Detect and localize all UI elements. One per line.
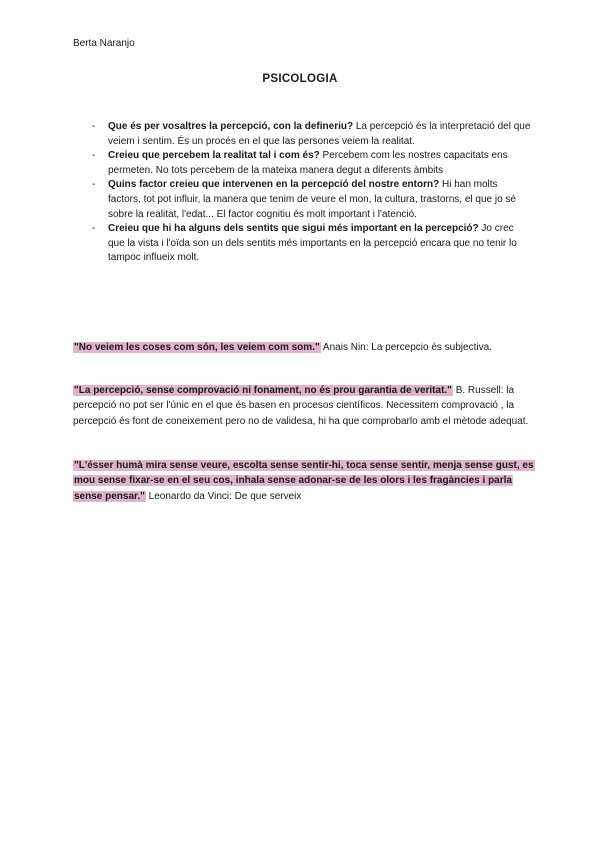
list-item [92, 120, 532, 149]
question-list [92, 120, 532, 266]
question-text: Que és per vosaltres la percepció, con la defineriu? [108, 121, 354, 132]
list-item [92, 178, 532, 222]
list-bullet: - [92, 150, 96, 162]
quote-paragraph-davinci [73, 458, 535, 504]
answer-text: Percebem com les nostres capacitats ens permeten. No tots percebem de la mateixa manera degut a diferents àmbits [108, 150, 508, 176]
list-bullet: - [92, 121, 96, 132]
question-text: Creieu que hi ha alguns dels sentits que sigui més important en la percepció? [108, 223, 479, 235]
answer-text: Jo crec que la vista i l'oïda son un dels sentits més importants en la percepció encara que no tenir lo tampoc influeix molt. [108, 223, 517, 264]
quote-paragraph-nin [73, 340, 535, 355]
list-item [92, 222, 532, 266]
highlighted-quote: "L'ésser humà mira sense veure, escolta sense sentir-hi, toca sense sentir, menja sense gust, es mou sense fixar-se en el seu cos, inhala sense adonar-se de les olors i les fragàncies i parla sense pensar." [74, 460, 534, 502]
list-bullet: - [92, 179, 96, 191]
quote-comment: Anais Nin: La percepcio és subjectiva. [320, 342, 492, 353]
answer-text: La percepció és la interpretació del que veiem i sentim. És un procés en el que las persones veiem la realitat. [108, 121, 531, 147]
question-text: Quins factor creieu que intervenen en la percepció del nostre entorn? [108, 179, 440, 191]
answer-text: Hi han molts factors, tot pot influir, la manera que tenim de veure el mon, la cultura, trastorns, el que jo sé sobre la realitat, l'edat... El factor cognitiu és molt important i l'atenció. [108, 179, 516, 220]
question-text: Creieu que percebem la realitat tal i com és? [108, 150, 320, 162]
page-title: PSICOLOGIA [262, 73, 338, 85]
quote-comment: Leonardo da Vinci: De que serveix [145, 490, 302, 502]
quote-paragraph-russell [73, 383, 535, 429]
highlighted-quote: "La percepció, sense comprovació ni fonament, no és prou garantia de veritat." [74, 385, 452, 396]
highlighted-quote: "No veiem les coses com són, les veiem com som." [74, 342, 320, 353]
quote-comment: B. Russell: la percepció no pot ser l'únic en el que és basen en procesos científicos. Necessitem comprovació , la percepció és font de coneixement pero no de validesa, hi ha que comprobarlo amb el mètode adequat. [73, 385, 529, 427]
author-name: Berta Naranjo [73, 38, 135, 49]
list-bullet: - [92, 223, 96, 235]
list-item [92, 149, 532, 178]
